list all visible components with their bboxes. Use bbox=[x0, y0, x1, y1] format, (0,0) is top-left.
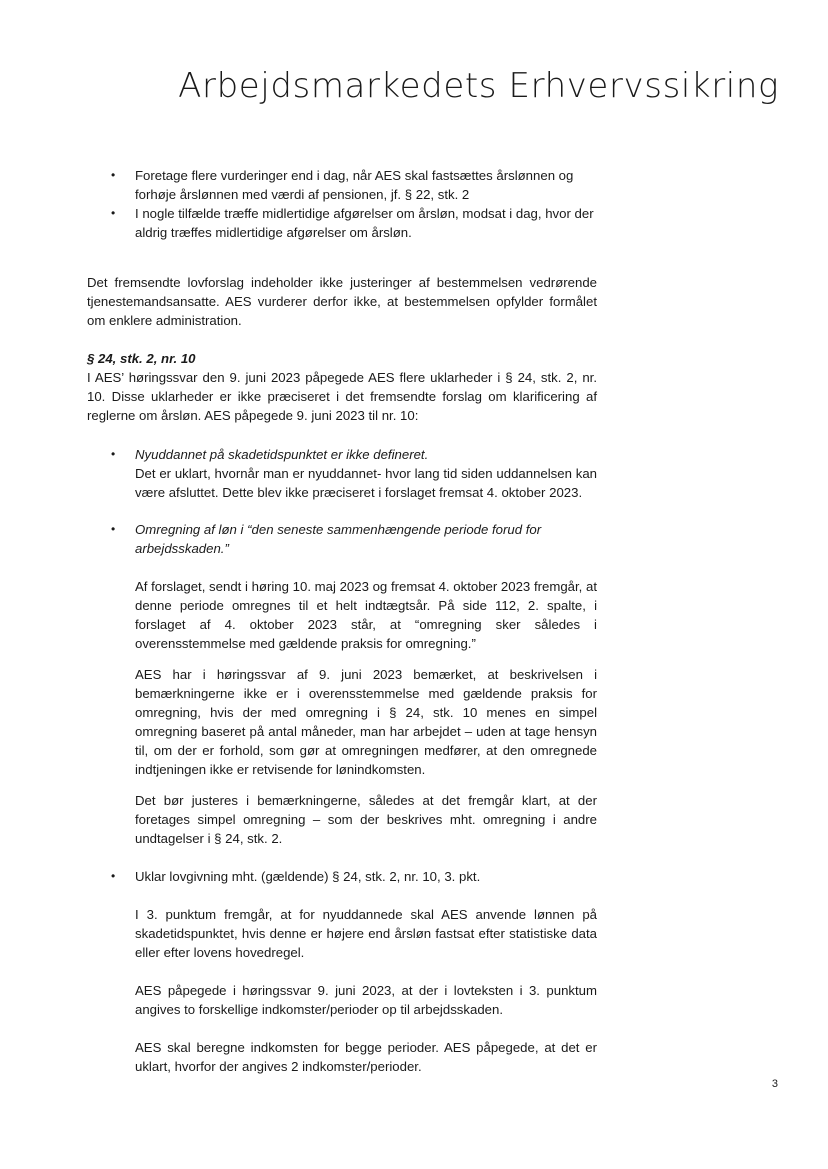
list-item bbox=[87, 445, 597, 502]
bullet-title: Uklar lovgivning mht. (gældende) § 24, stk. 2, nr. 10, 3. pkt. bbox=[135, 869, 481, 884]
page-number: 3 bbox=[771, 1078, 778, 1090]
paragraph: Af forslaget, sendt i høring 10. maj 2023 og fremsat 4. oktober 2023 fremgår, at denne periode omregnes til et helt indtægtsår. På side 112, 2. spalte, i forslaget af 4. oktober 2023 står, at “omregning sker således i overensstemmelse med gældende praksis for omregning.” bbox=[135, 579, 597, 651]
section-heading: § 24, stk. 2, nr. 10 bbox=[87, 351, 196, 366]
bullet-icon: • bbox=[111, 206, 116, 220]
bullet-text: Det er uklart, hvornår man er nyuddannet- hvor lang tid siden uddannelsen kan være afsluttet. Dette blev ikke præciseret i forslaget fremsat 4. oktober 2023. bbox=[135, 466, 597, 500]
paragraph: I 3. punktum fremgår, at for nyuddannede skal AES anvende lønnen på skadetidspunktet, hvis denne er højere end årsløn fastsat efter statistiske data eller efter lovens hovedregel. bbox=[135, 907, 597, 960]
paragraph: I AES’ høringssvar den 9. juni 2023 påpegede AES flere uklarheder i § 24, stk. 2, nr. 10. Disse uklarheder er ikke præciseret i det fremsendte forslag om klarificering af reglerne om årsløn. AES påpegede 9. juni 2023 til nr. 10: bbox=[87, 370, 597, 423]
bullet-text: Foretage flere vurderinger end i dag, når AES skal fastsættes årslønnen og forhøje årslønnen med værdi af pensionen, jf. § 22, stk. 2 bbox=[135, 168, 574, 202]
bullet-icon: • bbox=[111, 869, 116, 883]
bullet-text: I nogle tilfælde træffe midlertidige afgørelser om årsløn, modsat i dag, hvor der aldrig træffes midlertidige afgørelser om årsløn. bbox=[135, 206, 594, 240]
paragraph: AES skal beregne indkomsten for begge perioder. AES påpegede, at det er uklart, hvorfor der angives 2 indkomster/perioder. bbox=[135, 1040, 597, 1074]
list-item bbox=[87, 867, 597, 886]
bullet-title: Nyuddannet på skadetidspunktet er ikke defineret. bbox=[135, 447, 429, 462]
list-item bbox=[87, 204, 597, 242]
bullet-title: Omregning af løn i “den seneste sammenhængende periode forud for arbejdsskaden.” bbox=[135, 522, 542, 556]
paragraph: AES påpegede i høringssvar 9. juni 2023, at der i lovteksten i 3. punktum angives to forskellige indkomster/perioder op til arbejdsskaden. bbox=[135, 983, 597, 1017]
paragraph: Det fremsendte lovforslag indeholder ikke justeringer af bestemmelsen vedrørende tjenestemandsansatte. AES vurderer derfor ikke, at bestemmelsen opfylder formålet om enklere administration. bbox=[87, 275, 597, 328]
paragraph: Det bør justeres i bemærkningerne, således at det fremgår klart, at der foretages simpel omregning – som der beskrives mht. omregning i andre undtagelser i § 24, stk. 2. bbox=[135, 793, 597, 846]
bullet-icon: • bbox=[111, 447, 116, 461]
document-body bbox=[87, 166, 597, 1076]
bullet-icon: • bbox=[111, 522, 116, 536]
list-item bbox=[87, 166, 597, 204]
list-item bbox=[87, 520, 597, 558]
paragraph: AES har i høringssvar af 9. juni 2023 bemærket, at beskrivelsen i bemærkningerne ikke er i overensstemmelse med gældende praksis for omregning, hvis der med omregning i § 24, stk. 10 menes en simpel omregning baseret på antal måneder, man har arbejdet – uden at tage hensyn til, om der er forhold, som gør at omregningen medfører, at den omregnede indtjeningen ikke er retvisende for lønindkomsten. bbox=[135, 667, 597, 777]
organization-title: Arbejdsmarkedets Erhvervssikring bbox=[178, 66, 779, 106]
bullet-icon: • bbox=[111, 168, 116, 182]
